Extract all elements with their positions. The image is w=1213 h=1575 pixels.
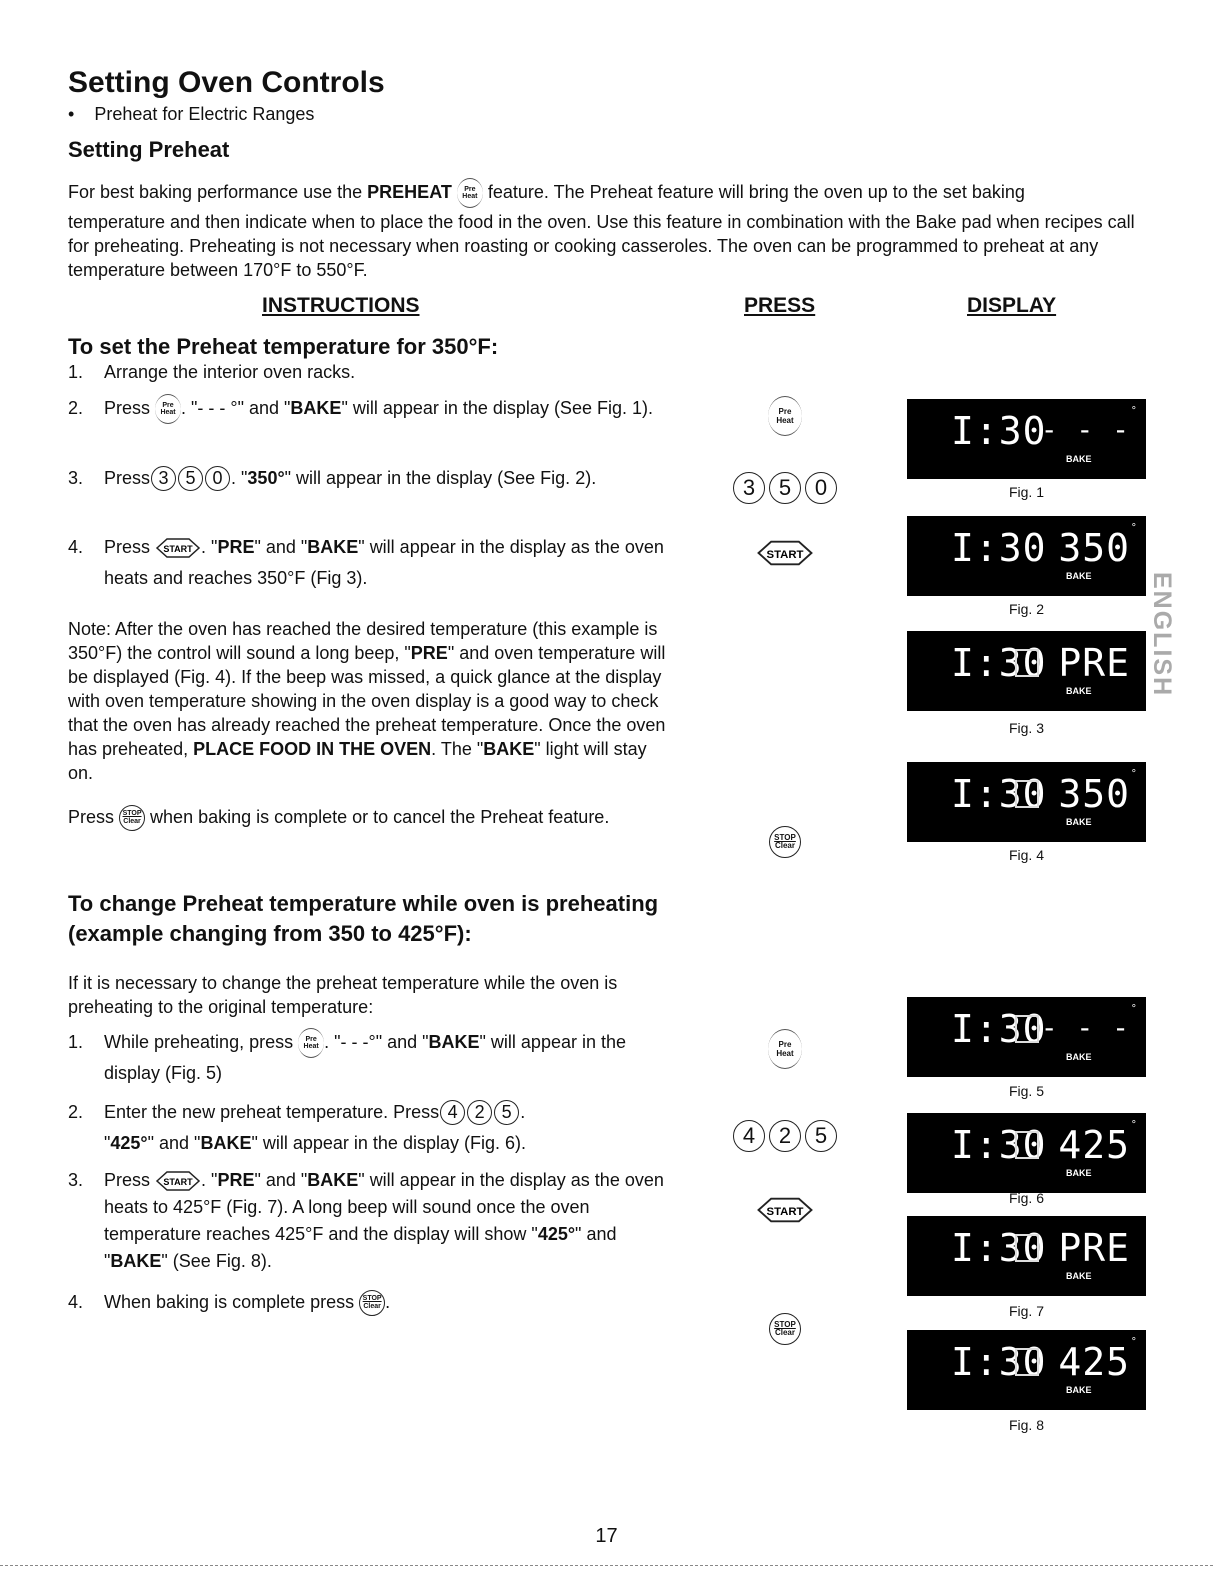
side-language-tab: ENGLISH bbox=[1148, 572, 1176, 698]
display-time: I:30 bbox=[951, 1340, 1047, 1384]
press-stop-2 bbox=[700, 1312, 870, 1346]
step-text: . " bbox=[231, 468, 248, 488]
step-text: PRE bbox=[217, 537, 255, 557]
digit-4-icon: 4 bbox=[733, 1120, 765, 1152]
section1-step-2 bbox=[68, 393, 668, 424]
display-preheat-indicator bbox=[1015, 1348, 1039, 1376]
stop-clear-icon: STOP Clear bbox=[769, 1313, 801, 1345]
display-preheat-indicator bbox=[1015, 780, 1039, 808]
section2-step-3: 3. Press START . "PRE" and "BAKE" will appear in the display as the oven heats to 425°F (Fig. 7). A long beep will sound once the oven temperature reaches 425°F and the display will show "425°" and "BAKE" (See Fig. 8). bbox=[68, 1167, 668, 1275]
svg-text:START: START bbox=[163, 544, 193, 555]
svg-text:START: START bbox=[766, 549, 804, 562]
press-digits-350 bbox=[700, 468, 870, 508]
step-text: . "- - - °" and " bbox=[181, 398, 291, 418]
display-bake: BAKE bbox=[1066, 1385, 1092, 1395]
digit-0-icon: 0 bbox=[205, 466, 230, 491]
display-bake: BAKE bbox=[1066, 1271, 1092, 1281]
digit-5-icon: 5 bbox=[805, 1120, 837, 1152]
display-time: I:30 bbox=[951, 526, 1047, 570]
stop-clear-icon: STOP Clear bbox=[119, 805, 145, 831]
display-degree: ° bbox=[1131, 1336, 1136, 1348]
page-title: Setting Oven Controls bbox=[68, 66, 385, 99]
display-bake: BAKE bbox=[1066, 1168, 1092, 1178]
display-preheat-indicator bbox=[1015, 649, 1039, 677]
step-text: BAKE bbox=[290, 398, 342, 418]
press-preheat-1 bbox=[700, 396, 870, 436]
intro-text-c: feature. The Preheat feature will bring the oven up to the set baking bbox=[487, 181, 1025, 202]
start-icon bbox=[756, 1195, 814, 1225]
display-degree: ° bbox=[1131, 768, 1136, 780]
display-bake: BAKE bbox=[1066, 571, 1092, 581]
intro-paragraph bbox=[68, 178, 1158, 282]
display-preheat-indicator bbox=[1015, 1234, 1039, 1262]
section2-step-4: 4. When baking is complete press STOP Clear . bbox=[68, 1287, 668, 1318]
press-start-1 bbox=[700, 536, 870, 570]
press-start-2 bbox=[700, 1193, 870, 1227]
step-text: Press bbox=[104, 398, 151, 418]
column-instructions: INSTRUCTIONS bbox=[262, 294, 420, 317]
digit-4-icon: 4 bbox=[440, 1100, 465, 1125]
section1-heading: To set the Preheat temperature for 350°F: bbox=[68, 334, 499, 359]
display-degree: ° bbox=[1131, 1119, 1136, 1131]
display-degree: ° bbox=[1131, 522, 1136, 534]
press-stop-1 bbox=[700, 825, 870, 859]
step-number: 3. bbox=[68, 468, 84, 488]
intro-text-b: PREHEAT bbox=[367, 181, 452, 202]
preheat-icon: Pre Heat bbox=[768, 1029, 802, 1069]
figure-caption: Fig. 5 bbox=[1008, 1083, 1044, 1099]
display-temp: PRE bbox=[1058, 641, 1130, 685]
section-subtitle: Setting Preheat bbox=[68, 137, 230, 162]
display-temp: 425 bbox=[1058, 1340, 1130, 1384]
step-number: 4. bbox=[68, 1292, 84, 1312]
step-text: " and " bbox=[254, 537, 308, 557]
intro-text-a: For best baking performance use the bbox=[68, 181, 368, 202]
display-temp: 350 bbox=[1058, 526, 1130, 570]
digit-2-icon: 2 bbox=[769, 1120, 801, 1152]
display-time: I:30 bbox=[951, 1123, 1047, 1167]
oven-display-fig-7 bbox=[907, 1216, 1146, 1296]
step-text: 350° bbox=[247, 468, 285, 488]
digit-0-icon: 0 bbox=[805, 472, 837, 504]
preheat-icon: Pre Heat bbox=[298, 1028, 324, 1058]
start-icon bbox=[155, 537, 201, 559]
bullet-item: • Preheat for Electric Ranges bbox=[68, 104, 315, 124]
intro-text-d: temperature and then indicate when to place the food in the oven. Use this feature in combination with the Bake pad when recipes call for preheating. Preheating is not necessary when roasting or cooking casseroles. The oven can be programmed to preheat at any temperature between 170°F to 550°F. bbox=[68, 212, 1135, 280]
svg-text:START: START bbox=[766, 1206, 804, 1219]
start-icon bbox=[155, 1170, 201, 1192]
step-text: " will appear in the display (See Fig. 2). bbox=[284, 468, 597, 488]
section2-heading: To change Preheat temperature while oven is preheating (example changing from 350 to 425°F): bbox=[68, 891, 659, 946]
section2-step-2: 2. Enter the new preheat temperature. Press 4 2 5 . "425°" and "BAKE" will appear in the display (Fig. 6). bbox=[68, 1097, 668, 1159]
figure-caption: Fig. 4 bbox=[1008, 847, 1044, 863]
section2-step-1: 1. While preheating, press Pre Heat . "- - -°" and "BAKE" will appear in the display (Fig. 5) bbox=[68, 1027, 668, 1089]
column-press: PRESS bbox=[744, 294, 816, 317]
digit-5-icon: 5 bbox=[494, 1100, 519, 1125]
digit-5-icon: 5 bbox=[178, 466, 203, 491]
step-text: " will appear in the display as the oven heats and reaches 350°F (Fig 3). bbox=[104, 537, 664, 588]
figure-caption: Fig. 7 bbox=[1008, 1303, 1044, 1319]
step-number: 1. bbox=[68, 362, 84, 382]
page-number: 17 bbox=[595, 1525, 618, 1547]
display-time: I:30 bbox=[951, 1226, 1047, 1270]
display-bake: BAKE bbox=[1066, 686, 1092, 696]
oven-display-fig-6 bbox=[907, 1113, 1146, 1193]
column-display: DISPLAY bbox=[967, 294, 1057, 317]
oven-display-fig-5 bbox=[907, 997, 1146, 1077]
figure-caption: Fig. 2 bbox=[1008, 601, 1044, 617]
digit-3-icon: 3 bbox=[733, 472, 765, 504]
section1-step-1 bbox=[68, 357, 668, 388]
step-number: 1. bbox=[68, 1032, 84, 1052]
display-time: I:30 bbox=[951, 641, 1047, 685]
step-text: Press bbox=[104, 537, 151, 557]
step-text: Press bbox=[104, 468, 151, 488]
step-number: 3. bbox=[68, 1170, 84, 1190]
press-digits-425 bbox=[700, 1116, 870, 1156]
oven-display-fig-2 bbox=[907, 516, 1146, 596]
step-text: . " bbox=[201, 537, 218, 557]
digit-5-icon: 5 bbox=[769, 472, 801, 504]
figure-caption: Fig. 1 bbox=[1008, 484, 1044, 500]
display-temp: 425 bbox=[1058, 1123, 1130, 1167]
step-number: 2. bbox=[68, 1102, 84, 1122]
stop-paragraph: Press STOP Clear when baking is complete or to cancel the Preheat feature. bbox=[68, 802, 668, 832]
figure-caption: Fig. 8 bbox=[1008, 1417, 1044, 1433]
display-bake: BAKE bbox=[1066, 817, 1092, 827]
press-preheat-2 bbox=[700, 1027, 870, 1071]
display-time: I:30 bbox=[951, 409, 1047, 453]
display-time: I:30 bbox=[951, 1007, 1047, 1051]
section1-step-4 bbox=[68, 532, 668, 594]
oven-display-fig-1 bbox=[907, 399, 1146, 479]
oven-display-fig-8 bbox=[907, 1330, 1146, 1410]
step-text: " will appear in the display (See Fig. 1). bbox=[341, 398, 653, 418]
display-bake: BAKE bbox=[1066, 1052, 1092, 1062]
figure-caption: Fig. 3 bbox=[1008, 720, 1044, 736]
figure-caption: Fig. 6 bbox=[1008, 1190, 1044, 1206]
display-time: I:30 bbox=[951, 772, 1047, 816]
display-temp: PRE bbox=[1058, 1226, 1130, 1270]
bullet-text: Preheat for Electric Ranges bbox=[94, 104, 315, 124]
step-text: Arrange the interior oven racks. bbox=[104, 362, 356, 382]
note-paragraph: Note: After the oven has reached the desired temperature (this example is 350°F) the control will sound a long beep, "PRE" and oven temperature will be displayed (Fig. 4). If the beep was missed, a quick glance at the display with oven temperature showing in the oven display is a good way to check that the oven has already reached the preheat temperature. Once the oven has preheated, PLACE FOOD IN THE OVEN. The "BAKE" light will stay on. bbox=[68, 619, 666, 783]
step-text: BAKE bbox=[307, 537, 359, 557]
digit-2-icon: 2 bbox=[467, 1100, 492, 1125]
oven-display-fig-4 bbox=[907, 762, 1146, 842]
step-number: 2. bbox=[68, 398, 84, 418]
step-number: 4. bbox=[68, 537, 84, 557]
preheat-icon: Pre Heat bbox=[768, 396, 802, 436]
digit-3-icon: 3 bbox=[151, 466, 176, 491]
display-degree: ° bbox=[1131, 405, 1136, 417]
preheat-icon: Pre Heat bbox=[457, 178, 483, 208]
oven-display-fig-3 bbox=[907, 631, 1146, 711]
display-temp: 350 bbox=[1058, 772, 1130, 816]
stop-clear-icon: STOP Clear bbox=[359, 1290, 385, 1316]
display-preheat-indicator bbox=[1015, 1131, 1039, 1159]
display-preheat-indicator bbox=[1015, 1015, 1039, 1043]
section2-intro: If it is necessary to change the preheat temperature while the oven is preheating to the original temperature: bbox=[68, 973, 618, 1017]
start-icon bbox=[756, 538, 814, 568]
stop-clear-icon: STOP Clear bbox=[769, 826, 801, 858]
svg-text:START: START bbox=[163, 1177, 193, 1188]
page-bottom-divider bbox=[0, 1565, 1213, 1566]
preheat-icon: Pre Heat bbox=[155, 394, 181, 424]
display-degree: ° bbox=[1131, 1003, 1136, 1015]
display-bake: BAKE bbox=[1066, 454, 1092, 464]
display-temp: - - - bbox=[1040, 413, 1130, 446]
display-temp: - - - bbox=[1040, 1011, 1130, 1044]
section1-step-3 bbox=[68, 463, 668, 494]
